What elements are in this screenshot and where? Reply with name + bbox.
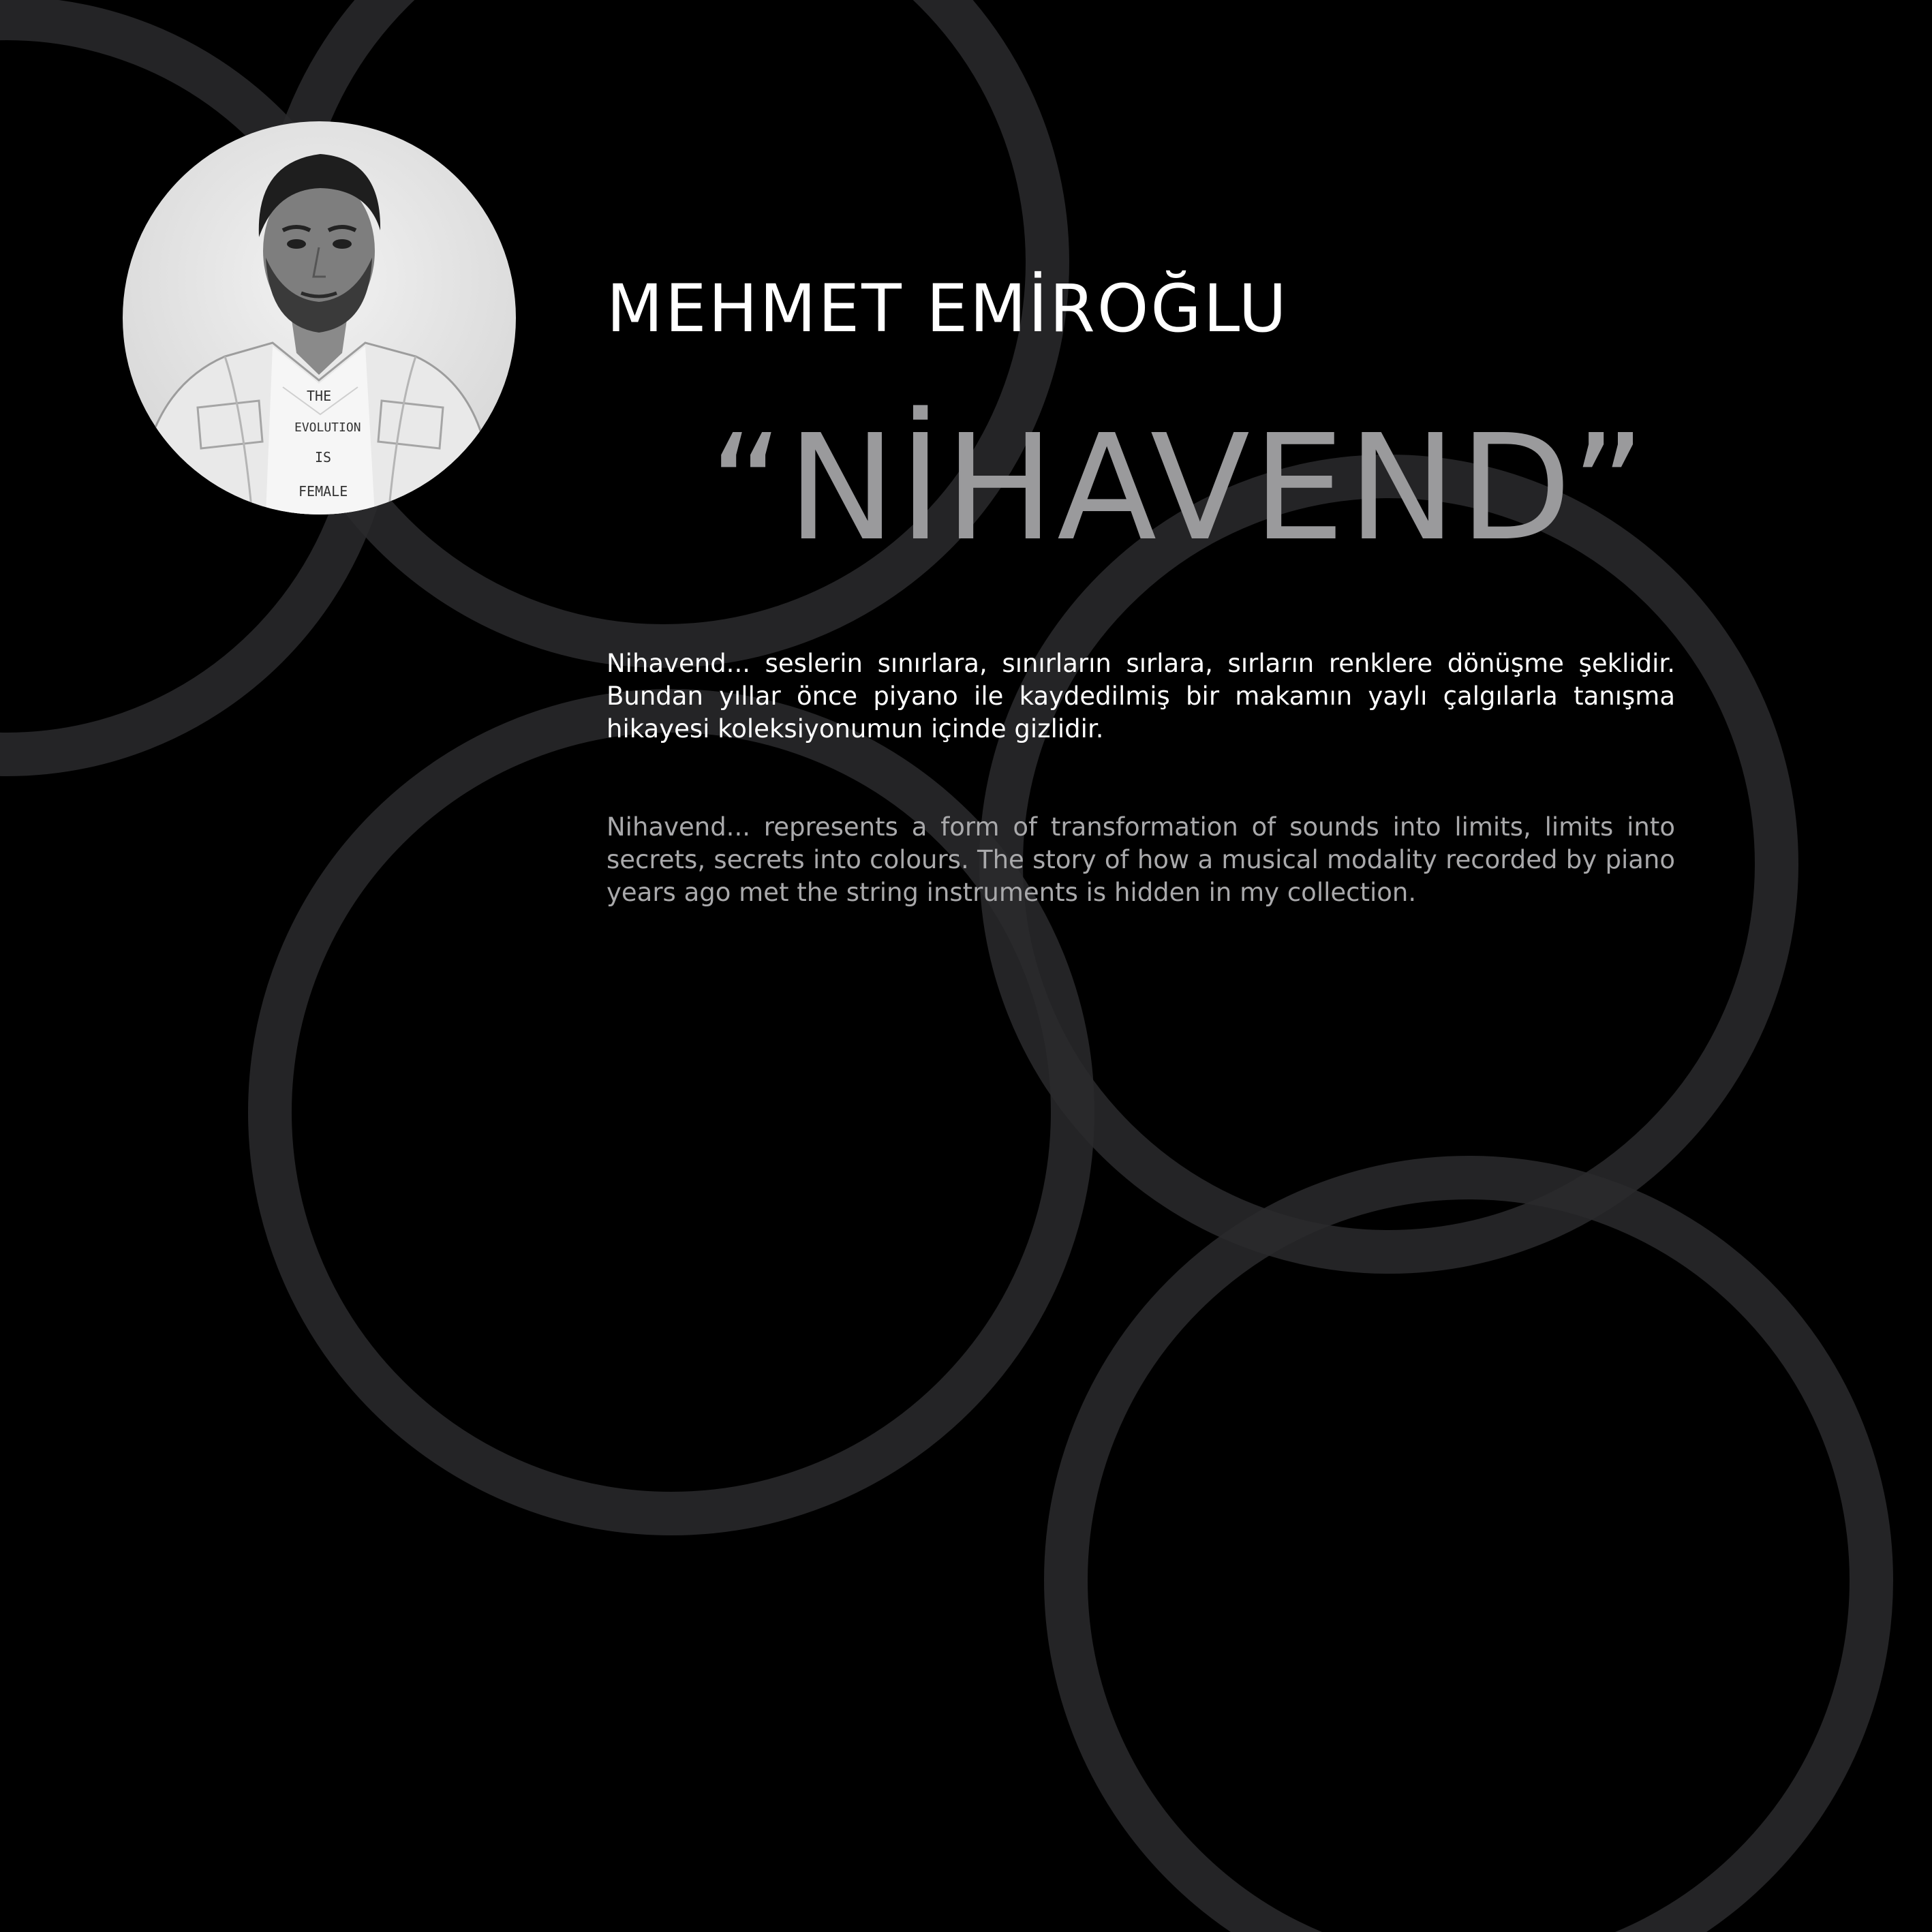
svg-text:THE: THE	[307, 388, 332, 404]
svg-text:IS: IS	[315, 449, 332, 465]
description-english: Nihavend... represents a form of transformation of sounds into limits, limits into secrets, secrets into colours. The story of how a musical modality recorded by piano years ago met the string instruments is hidden in my collection.	[607, 812, 1675, 907]
portrait-image	[123, 121, 516, 515]
designer-portrait	[123, 121, 516, 515]
svg-text:EVOLUTION: EVOLUTION	[294, 420, 361, 435]
ring-bottom-right	[1066, 1178, 1871, 1932]
svg-text:FEMALE: FEMALE	[298, 483, 348, 500]
designer-name: MEHMET EMİROĞLU	[607, 271, 1289, 347]
description-turkish: Nihavend... seslerin sınırlara, sınırların sırlara, sırların renklere dönüşme şeklidir. Bundan yıllar önce piyano ile kaydedilmiş bir makamın yaylı çalgılarla tanışma hikayesi koleksiyonumun içinde gizlidir.	[607, 649, 1675, 743]
collection-title: “NİHAVEND”	[709, 403, 1649, 573]
